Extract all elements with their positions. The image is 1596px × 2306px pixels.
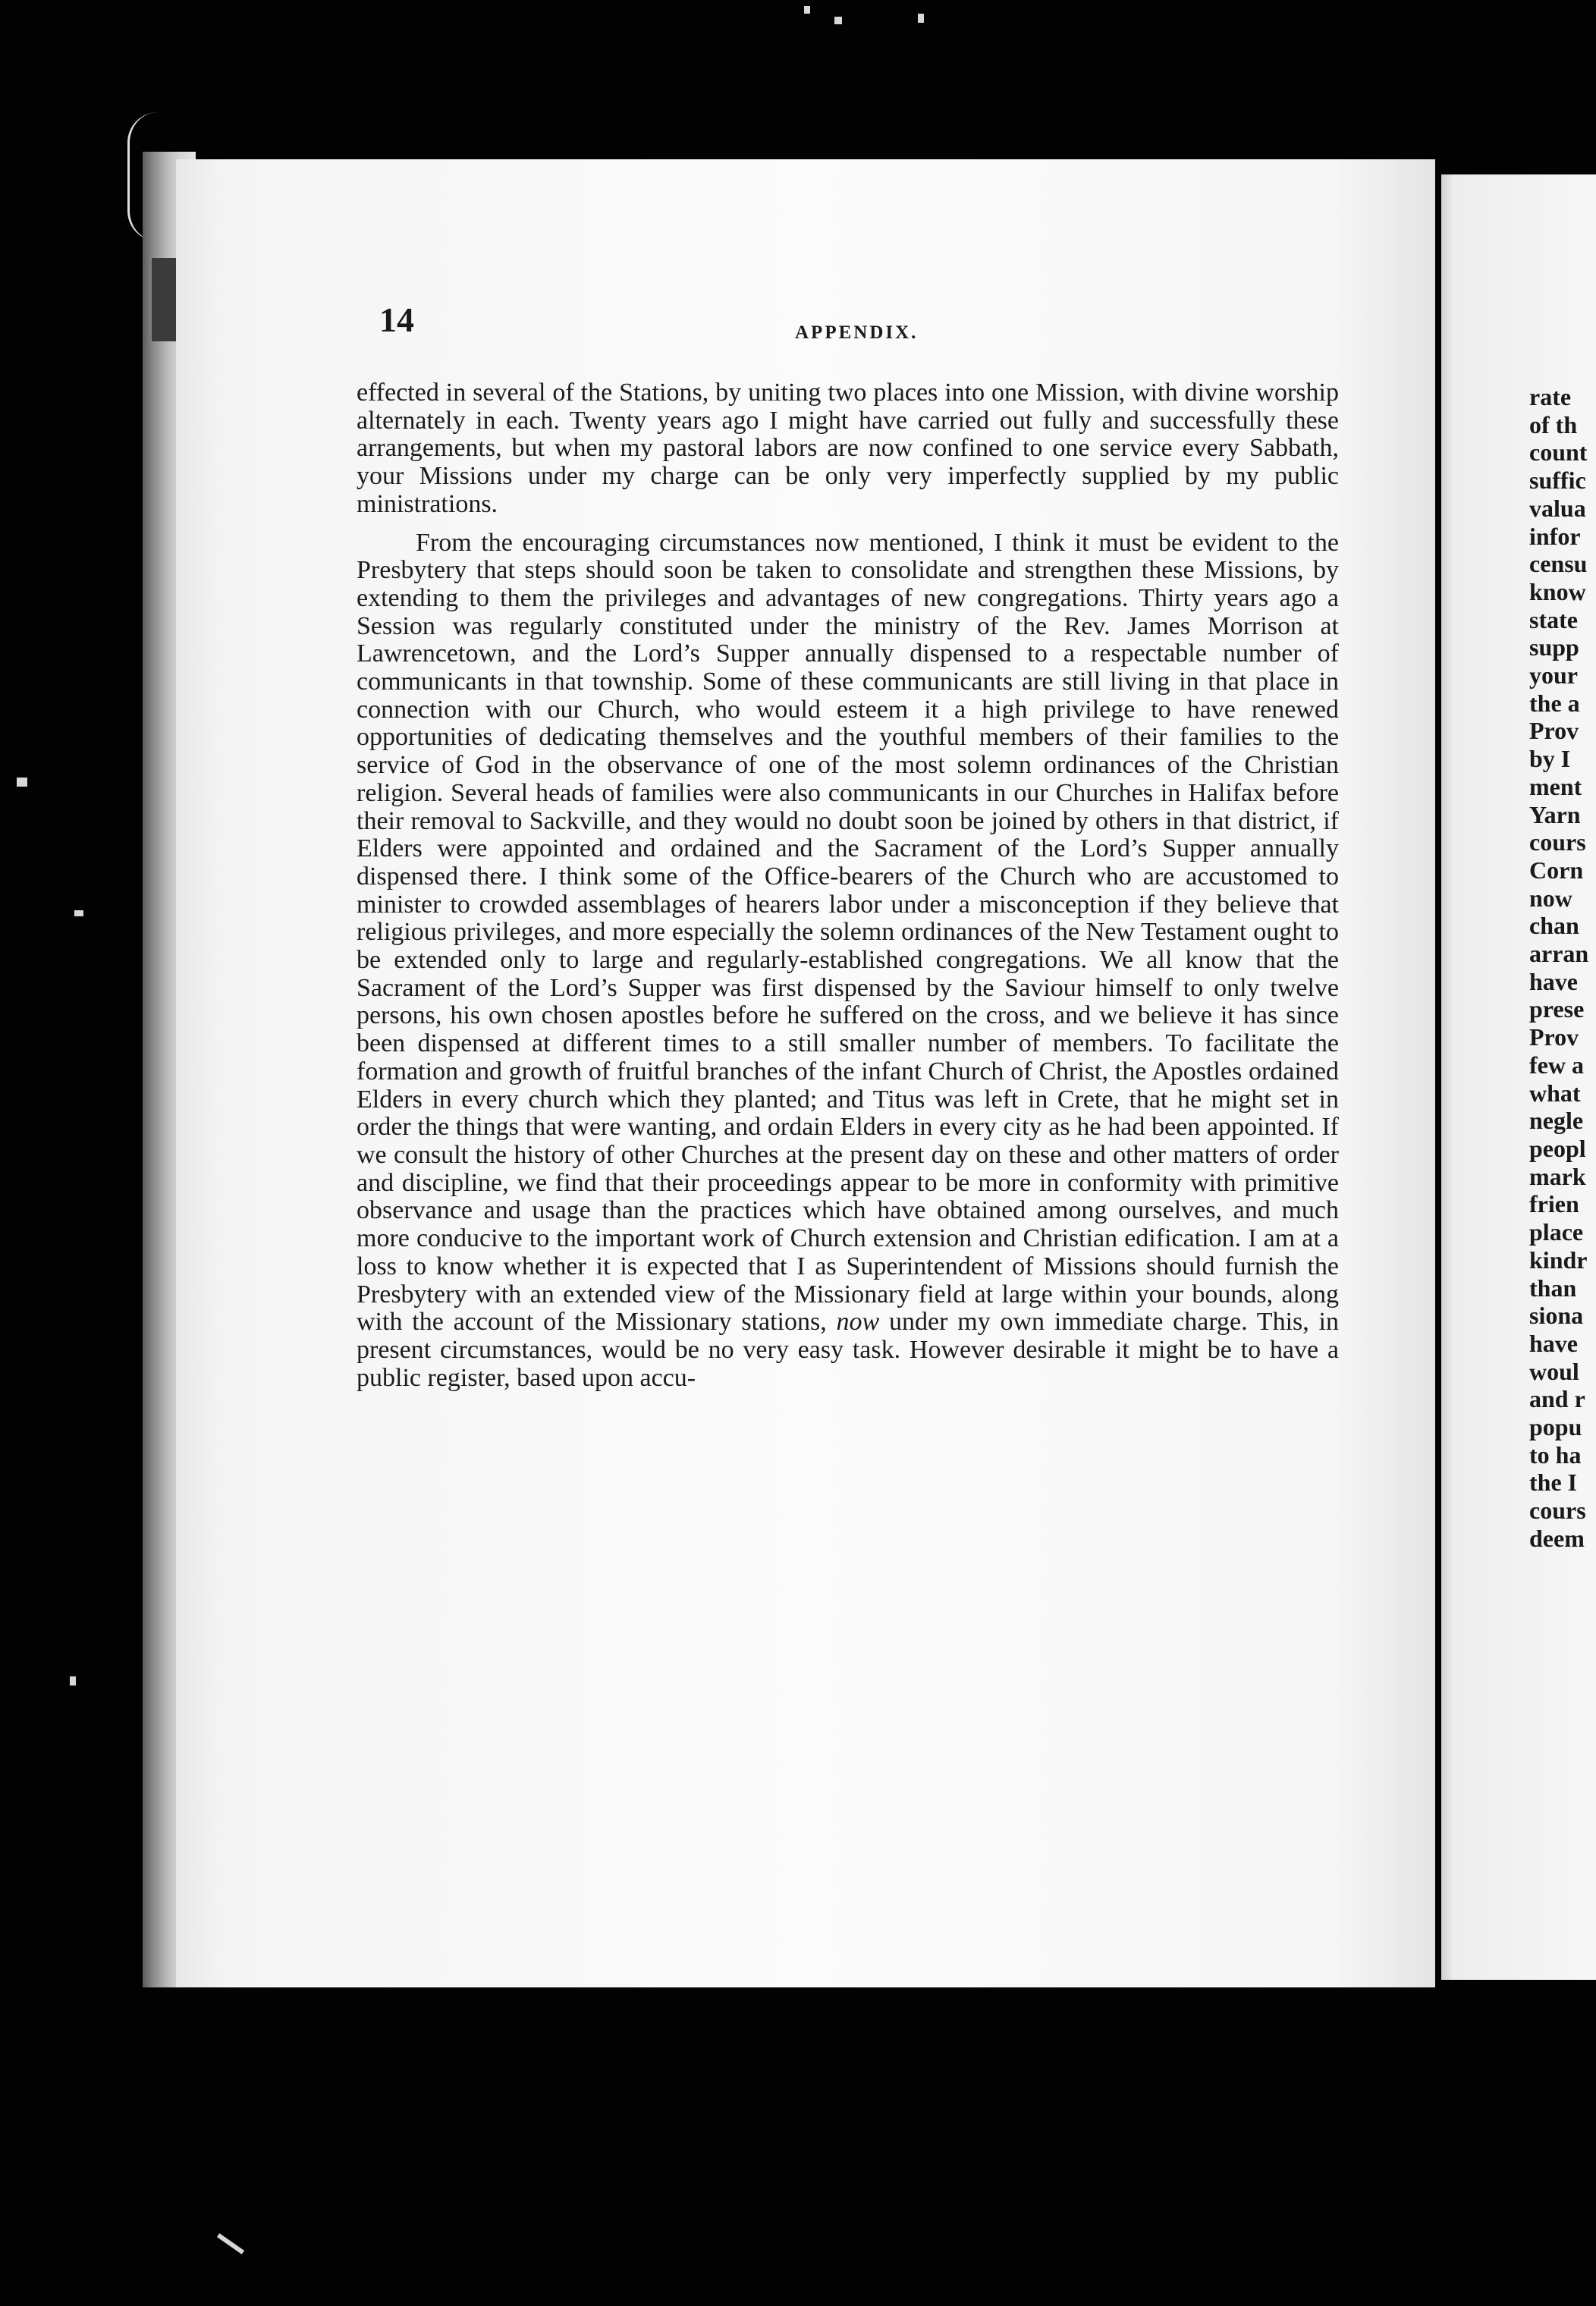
- scan-speck: [17, 778, 27, 787]
- facing-page-line: kindr: [1529, 1246, 1588, 1274]
- page-body: [357, 379, 1339, 1392]
- scan-speck: [74, 910, 83, 916]
- scan-speck: [918, 14, 924, 23]
- scan-speck: [804, 6, 810, 14]
- facing-page-line: deem: [1529, 1524, 1585, 1552]
- facing-page-line: have: [1529, 967, 1578, 995]
- facing-page-line: than: [1529, 1274, 1577, 1302]
- facing-page-line: and r: [1529, 1385, 1585, 1413]
- facing-page-line: Prov: [1529, 717, 1579, 745]
- paragraph: [357, 529, 1339, 1393]
- scan-speck: [834, 17, 842, 24]
- facing-page-line: peopl: [1529, 1134, 1586, 1162]
- page-number: 14: [379, 300, 414, 339]
- facing-page-line: know: [1529, 577, 1586, 605]
- running-head: APPENDIX.: [795, 322, 919, 343]
- facing-page-text: [1529, 383, 1596, 1553]
- facing-page-line: prese: [1529, 995, 1585, 1023]
- facing-page-line: now: [1529, 884, 1572, 912]
- paragraph-text: From the encouraging circumstances now mentioned, I think it must be evident to the Presbytery that steps should soon be taken to consolidate and strengthen these Missions, by extending to them the privileges and advantages of new congregations. Thirty years ago a Session was regularly constituted under the ministry of the Rev. James Morrison at Lawrencetown, and the Lord’s Supper annually dispensed to a respectable number of communicants in that township. Some of these communicants are still living in that place in connection with our Church, who would esteem it a high privilege to have renewed opportunities of dedicating themselves and the youthful members of their families to the service of God in the observance of one of the most solemn ordinances of the Christian religion. Several heads of families were also communicants in our Churches in Halifax before their removal to Sackville, and they would no doubt soon be joined by others in that district, if Elders were appointed and ordained and the Sacrament of the Lord’s Supper annually dispensed there. I think some of the Office-bearers of the Church who are accustomed to minister to crowded assemblages of hearers labor under a misconception if they believe that religious privileges, and more especially the solemn ordinances of the New Testament ought to be extended only to large and regularly-established congregations. We all know that the Sacrament of the Lord’s Supper was first dispensed by the Saviour himself to only twelve persons, his own chosen apostles before he suffered on the cross, and we believe it has since been dispensed at different times to a still smaller number of members. To facilitate the formation and growth of fruitful branches of the infant Church of Christ, the Apostles ordained Elders in every church which they planted; and Titus was left in Crete, that he might set in order the things that were wanting, and ordain Elders in every city as he had been appointed. If we consult the history of other Churches at the present day on these and other matters of order and discipline, we find that their proceedings appear to be more in conformity with primitive observance and usage than the practices which have obtained among ourselves, and much more conducive to the important work of Church extension and Christian edification. I am at a loss to know whether it is expected that I as Superintendent of Missions should furnish the Presbytery with an extended view of the Missionary field at large within your bounds, along with the account of the Missionary stations,: [357, 528, 1339, 1337]
- facing-page-line: few a: [1529, 1051, 1584, 1079]
- scan-speck: [70, 1676, 76, 1686]
- paragraph: effected in several of the Stations, by uniting two places into one Mission, with divine worship alternately in each. Twenty years ago I might have carried out fully and successfully these arrangements, but when my pastoral labors are now confined to one service every Sabbath, your Missions under my charge can be only very imperfectly supplied by my public ministrations.: [357, 379, 1339, 518]
- facing-page-line: censu: [1529, 550, 1588, 578]
- facing-page-line: count: [1529, 438, 1588, 467]
- facing-page-line: cours: [1529, 828, 1586, 856]
- facing-page-line: negle: [1529, 1107, 1584, 1135]
- facing-page-line: Prov: [1529, 1023, 1579, 1051]
- facing-page-line: of th: [1529, 410, 1578, 438]
- facing-page-line: cours: [1529, 1497, 1586, 1525]
- scan-speck: [217, 2233, 244, 2254]
- facing-page-line: valua: [1529, 494, 1586, 522]
- facing-page-line: place: [1529, 1218, 1584, 1246]
- facing-page-line: woul: [1529, 1357, 1579, 1385]
- facing-page-line: the a: [1529, 689, 1580, 717]
- facing-page-line: infor: [1529, 522, 1581, 550]
- facing-page-line: suffic: [1529, 467, 1586, 495]
- facing-page-line: state: [1529, 605, 1578, 633]
- facing-page-line: chan: [1529, 912, 1579, 940]
- facing-page-line: rate: [1529, 383, 1572, 410]
- paragraph-text: under my own immediate charge. This, in present circumstances, would be no very easy task. However desirable it might be to have a public register, based upon accu-: [357, 1308, 1339, 1392]
- facing-page-line: by I: [1529, 745, 1571, 773]
- facing-page-line: arran: [1529, 940, 1589, 968]
- facing-page-line: siona: [1529, 1302, 1584, 1330]
- facing-page-line: supp: [1529, 633, 1579, 661]
- facing-page-line: to ha: [1529, 1440, 1582, 1469]
- facing-page-line: your: [1529, 661, 1578, 690]
- facing-page-line: Yarn: [1529, 800, 1581, 828]
- facing-page-line: the I: [1529, 1469, 1578, 1497]
- facing-page-line: ment: [1529, 772, 1582, 800]
- facing-page-line: have: [1529, 1329, 1578, 1357]
- facing-page-line: Corn: [1529, 856, 1584, 884]
- facing-page-line: popu: [1529, 1413, 1582, 1441]
- emphasis-text: now: [836, 1308, 880, 1337]
- facing-page-line: what: [1529, 1079, 1581, 1107]
- facing-page-line: frien: [1529, 1190, 1579, 1218]
- facing-page-line: mark: [1529, 1162, 1586, 1190]
